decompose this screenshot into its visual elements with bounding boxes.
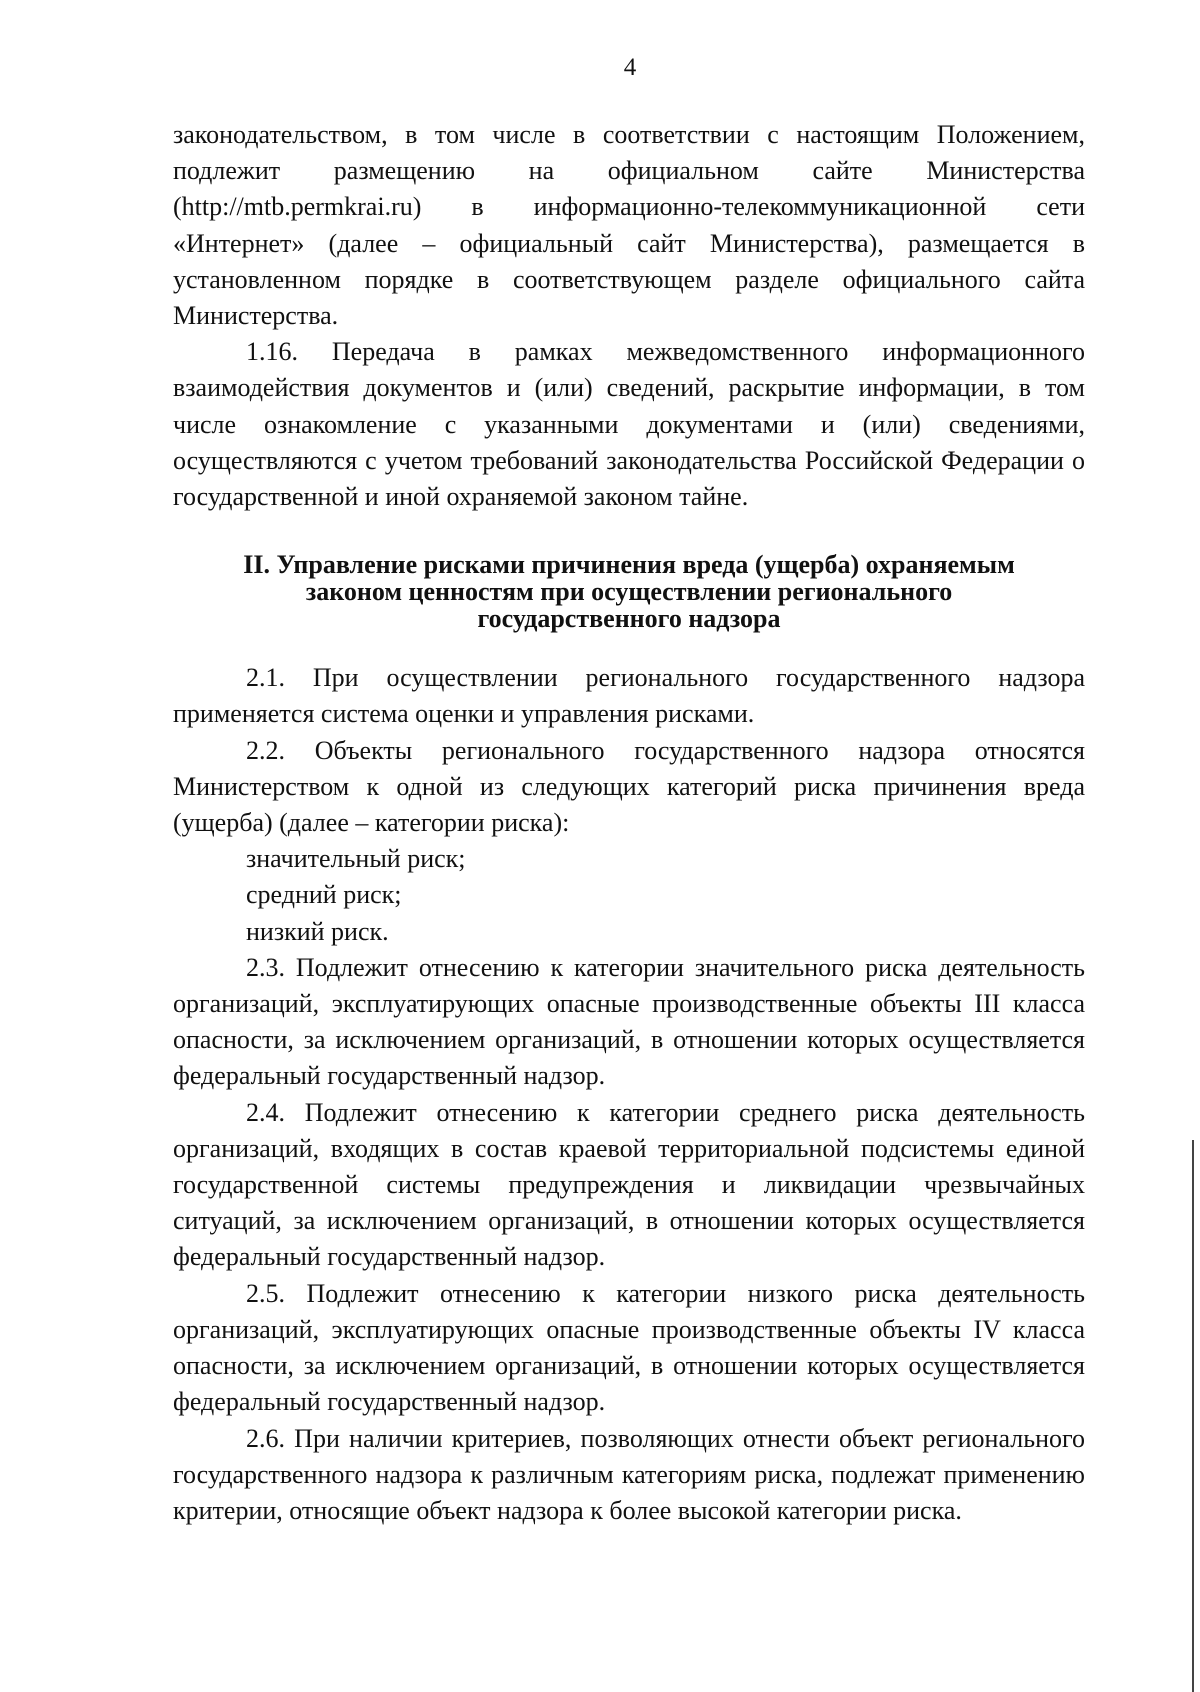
paragraph-2-6: 2.6. При наличии критериев, позволяющих отнести объект регионального государственного надзора к различным категориям риска, подлежат применению критерии, относящие объект надзора к более высокой категории риска. [173, 1423, 1085, 1525]
section-heading-line: государственного надзора [477, 604, 781, 634]
paragraph-2-5: 2.5. Подлежит отнесению к категории низкого риска деятельность организаций, эксплуатирующих опасные производственные объекты IV класса опасности, за исключением организаций, в отношении которых осуществляется федеральный государственный надзор. [173, 1278, 1085, 1417]
document-body [173, 117, 1085, 1529]
paragraph-1-16: 1.16. Передача в рамках межведомственного информационного взаимодействия документов и (или) сведений, раскрытие информации, в том числе ознакомление с указанными документами и (или) сведениями, осуществляются с учетом требований законодательства Российской Федерации о государственной и иной охраняемой законом тайне. [173, 337, 1085, 512]
paragraph-2-3: 2.3. Подлежит отнесению к категории значительного риска деятельность организаций, эксплуатирующих опасные производственные объекты III класса опасности, за исключением организаций, в отношении которых осуществляется федеральный государственный надзор. [173, 952, 1085, 1091]
section-heading-line: законом ценностям при осуществлении регионального [305, 577, 953, 607]
section-heading [173, 551, 1085, 632]
page-number: 4 [623, 54, 637, 81]
risk-category-item: средний риск; [246, 880, 402, 910]
paragraph-2-4: 2.4. Подлежит отнесению к категории среднего риска деятельность организаций, входящих в состав краевой территориальной подсистемы единой государственной системы предупреждения и ликвидации чрезвычайных ситуаций, за исключением организаций, в отношении которых осуществляется федеральный государственный надзор. [173, 1097, 1085, 1272]
risk-category-item: низкий риск. [246, 916, 389, 946]
paragraph-2-2: 2.2. Объекты регионального государственного надзора относятся Министерством к одной из следующих категорий риска причинения вреда (ущерба) (далее – категории риска): [173, 735, 1085, 838]
scan-edge-line [1192, 1140, 1194, 1692]
paragraph-2-1: 2.1. При осуществлении регионального государственного надзора применяется система оценки и управления рисками. [173, 663, 1085, 729]
paragraph-continued: законодательством, в том числе в соответствии с настоящим Положением, подлежит размещению на официальном сайте Министерства (http://mtb.permkrai.ru) в информационно-телекоммуникационной сети «Интернет» (далее – официальный сайт Министерства), размещается в установленном порядке в соответствующем разделе официального сайта Министерства. [173, 120, 1085, 331]
section-heading-line: II. Управление рисками причинения вреда (ущерба) охраняемым [243, 550, 1015, 580]
risk-category-item: значительный риск; [246, 844, 466, 874]
